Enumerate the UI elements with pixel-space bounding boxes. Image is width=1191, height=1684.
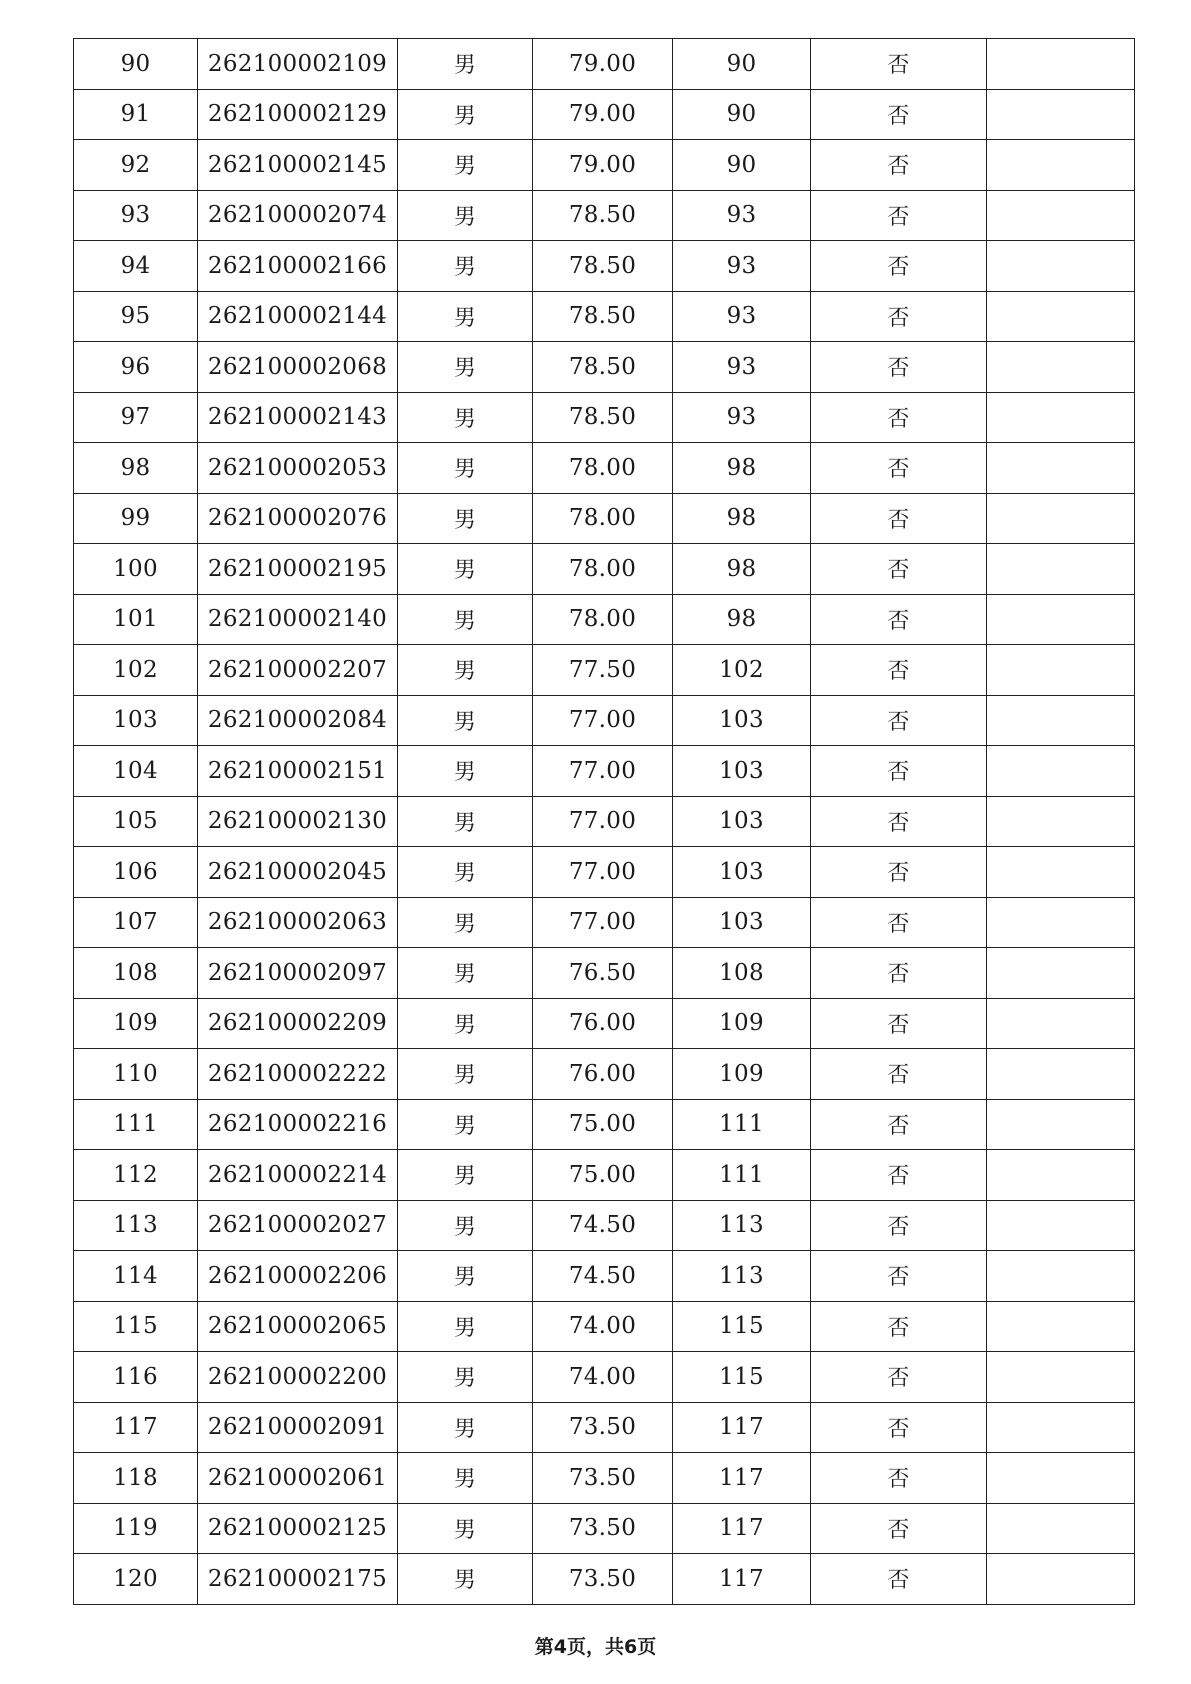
status-cell: 否 bbox=[811, 544, 987, 595]
gender-cell: 男 bbox=[398, 1402, 533, 1453]
rank-cell: 93 bbox=[673, 190, 811, 241]
remark-cell bbox=[987, 998, 1135, 1049]
table-row bbox=[74, 594, 1135, 645]
rank-cell: 115 bbox=[673, 1301, 811, 1352]
table-row bbox=[74, 796, 1135, 847]
remark-cell bbox=[987, 89, 1135, 140]
candidate-id-cell: 262100002053 bbox=[198, 443, 398, 494]
rank-cell: 115 bbox=[673, 1352, 811, 1403]
candidate-id-cell: 262100002140 bbox=[198, 594, 398, 645]
rank-cell: 103 bbox=[673, 796, 811, 847]
gender-cell: 男 bbox=[398, 190, 533, 241]
remark-cell bbox=[987, 1554, 1135, 1605]
status-cell: 否 bbox=[811, 746, 987, 797]
gender-cell: 男 bbox=[398, 140, 533, 191]
rank-cell: 109 bbox=[673, 1049, 811, 1100]
gender-cell: 男 bbox=[398, 1150, 533, 1201]
gender-cell: 男 bbox=[398, 39, 533, 90]
status-cell: 否 bbox=[811, 190, 987, 241]
gender-cell: 男 bbox=[398, 1554, 533, 1605]
candidate-id-cell: 262100002166 bbox=[198, 241, 398, 292]
row-number-cell: 102 bbox=[74, 645, 198, 696]
score-cell: 73.50 bbox=[533, 1402, 673, 1453]
row-number-cell: 110 bbox=[74, 1049, 198, 1100]
gender-cell: 男 bbox=[398, 897, 533, 948]
score-cell: 77.00 bbox=[533, 796, 673, 847]
row-number-cell: 91 bbox=[74, 89, 198, 140]
score-cell: 78.50 bbox=[533, 241, 673, 292]
candidate-id-cell: 262100002061 bbox=[198, 1453, 398, 1504]
candidate-id-cell: 262100002207 bbox=[198, 645, 398, 696]
status-cell: 否 bbox=[811, 241, 987, 292]
candidate-id-cell: 262100002091 bbox=[198, 1402, 398, 1453]
status-cell: 否 bbox=[811, 847, 987, 898]
remark-cell bbox=[987, 140, 1135, 191]
gender-cell: 男 bbox=[398, 544, 533, 595]
table-body bbox=[74, 39, 1135, 1605]
candidate-id-cell: 262100002130 bbox=[198, 796, 398, 847]
row-number-cell: 92 bbox=[74, 140, 198, 191]
row-number-cell: 93 bbox=[74, 190, 198, 241]
remark-cell bbox=[987, 746, 1135, 797]
score-cell: 78.50 bbox=[533, 291, 673, 342]
remark-cell bbox=[987, 847, 1135, 898]
score-cell: 79.00 bbox=[533, 140, 673, 191]
gender-cell: 男 bbox=[398, 1503, 533, 1554]
row-number-cell: 105 bbox=[74, 796, 198, 847]
remark-cell bbox=[987, 897, 1135, 948]
status-cell: 否 bbox=[811, 1453, 987, 1504]
rank-cell: 93 bbox=[673, 241, 811, 292]
rank-cell: 102 bbox=[673, 645, 811, 696]
row-number-cell: 117 bbox=[74, 1402, 198, 1453]
row-number-cell: 101 bbox=[74, 594, 198, 645]
footer-middle: 页，共 bbox=[566, 1636, 624, 1658]
score-cell: 77.00 bbox=[533, 847, 673, 898]
remark-cell bbox=[987, 241, 1135, 292]
table-row bbox=[74, 1049, 1135, 1100]
row-number-cell: 96 bbox=[74, 342, 198, 393]
candidate-id-cell: 262100002129 bbox=[198, 89, 398, 140]
remark-cell bbox=[987, 39, 1135, 90]
row-number-cell: 112 bbox=[74, 1150, 198, 1201]
score-cell: 73.50 bbox=[533, 1554, 673, 1605]
status-cell: 否 bbox=[811, 1099, 987, 1150]
row-number-cell: 116 bbox=[74, 1352, 198, 1403]
rank-cell: 98 bbox=[673, 594, 811, 645]
rank-cell: 103 bbox=[673, 847, 811, 898]
gender-cell: 男 bbox=[398, 1251, 533, 1302]
status-cell: 否 bbox=[811, 1049, 987, 1100]
gender-cell: 男 bbox=[398, 1352, 533, 1403]
status-cell: 否 bbox=[811, 1301, 987, 1352]
gender-cell: 男 bbox=[398, 1099, 533, 1150]
footer-prefix: 第 bbox=[534, 1636, 554, 1658]
row-number-cell: 104 bbox=[74, 746, 198, 797]
status-cell: 否 bbox=[811, 897, 987, 948]
rank-cell: 93 bbox=[673, 342, 811, 393]
candidate-id-cell: 262100002068 bbox=[198, 342, 398, 393]
status-cell: 否 bbox=[811, 1251, 987, 1302]
status-cell: 否 bbox=[811, 594, 987, 645]
remark-cell bbox=[987, 544, 1135, 595]
candidate-id-cell: 262100002222 bbox=[198, 1049, 398, 1100]
candidate-id-cell: 262100002109 bbox=[198, 39, 398, 90]
table-row bbox=[74, 998, 1135, 1049]
remark-cell bbox=[987, 948, 1135, 999]
status-cell: 否 bbox=[811, 392, 987, 443]
remark-cell bbox=[987, 1251, 1135, 1302]
score-cell: 78.00 bbox=[533, 443, 673, 494]
status-cell: 否 bbox=[811, 1200, 987, 1251]
row-number-cell: 103 bbox=[74, 695, 198, 746]
rank-cell: 98 bbox=[673, 443, 811, 494]
remark-cell bbox=[987, 1150, 1135, 1201]
remark-cell bbox=[987, 190, 1135, 241]
row-number-cell: 90 bbox=[74, 39, 198, 90]
results-table bbox=[73, 38, 1135, 1605]
score-cell: 77.00 bbox=[533, 746, 673, 797]
candidate-id-cell: 262100002074 bbox=[198, 190, 398, 241]
gender-cell: 男 bbox=[398, 695, 533, 746]
row-number-cell: 118 bbox=[74, 1453, 198, 1504]
status-cell: 否 bbox=[811, 998, 987, 1049]
status-cell: 否 bbox=[811, 1554, 987, 1605]
rank-cell: 90 bbox=[673, 39, 811, 90]
candidate-id-cell: 262100002195 bbox=[198, 544, 398, 595]
row-number-cell: 108 bbox=[74, 948, 198, 999]
status-cell: 否 bbox=[811, 1352, 987, 1403]
gender-cell: 男 bbox=[398, 443, 533, 494]
footer-page-number: 4 bbox=[553, 1636, 567, 1658]
rank-cell: 98 bbox=[673, 493, 811, 544]
remark-cell bbox=[987, 796, 1135, 847]
remark-cell bbox=[987, 695, 1135, 746]
remark-cell bbox=[987, 1402, 1135, 1453]
score-cell: 76.00 bbox=[533, 998, 673, 1049]
rank-cell: 108 bbox=[673, 948, 811, 999]
status-cell: 否 bbox=[811, 645, 987, 696]
candidate-id-cell: 262100002063 bbox=[198, 897, 398, 948]
candidate-id-cell: 262100002084 bbox=[198, 695, 398, 746]
score-cell: 78.00 bbox=[533, 594, 673, 645]
candidate-id-cell: 262100002027 bbox=[198, 1200, 398, 1251]
table-row bbox=[74, 897, 1135, 948]
table-row bbox=[74, 291, 1135, 342]
gender-cell: 男 bbox=[398, 1453, 533, 1504]
gender-cell: 男 bbox=[398, 392, 533, 443]
candidate-id-cell: 262100002175 bbox=[198, 1554, 398, 1605]
status-cell: 否 bbox=[811, 695, 987, 746]
table-row bbox=[74, 1402, 1135, 1453]
score-cell: 76.50 bbox=[533, 948, 673, 999]
status-cell: 否 bbox=[811, 1503, 987, 1554]
score-cell: 73.50 bbox=[533, 1503, 673, 1554]
table-row bbox=[74, 645, 1135, 696]
table-row bbox=[74, 1554, 1135, 1605]
row-number-cell: 97 bbox=[74, 392, 198, 443]
score-cell: 74.50 bbox=[533, 1200, 673, 1251]
gender-cell: 男 bbox=[398, 1301, 533, 1352]
candidate-id-cell: 262100002151 bbox=[198, 746, 398, 797]
remark-cell bbox=[987, 1352, 1135, 1403]
remark-cell bbox=[987, 291, 1135, 342]
candidate-id-cell: 262100002206 bbox=[198, 1251, 398, 1302]
status-cell: 否 bbox=[811, 39, 987, 90]
gender-cell: 男 bbox=[398, 847, 533, 898]
candidate-id-cell: 262100002065 bbox=[198, 1301, 398, 1352]
table-row bbox=[74, 695, 1135, 746]
score-cell: 73.50 bbox=[533, 1453, 673, 1504]
table-row bbox=[74, 190, 1135, 241]
score-cell: 76.00 bbox=[533, 1049, 673, 1100]
remark-cell bbox=[987, 1200, 1135, 1251]
status-cell: 否 bbox=[811, 342, 987, 393]
table-row bbox=[74, 1301, 1135, 1352]
status-cell: 否 bbox=[811, 1150, 987, 1201]
candidate-id-cell: 262100002200 bbox=[198, 1352, 398, 1403]
candidate-id-cell: 262100002214 bbox=[198, 1150, 398, 1201]
score-cell: 74.00 bbox=[533, 1301, 673, 1352]
score-cell: 77.00 bbox=[533, 695, 673, 746]
gender-cell: 男 bbox=[398, 1200, 533, 1251]
gender-cell: 男 bbox=[398, 493, 533, 544]
table-row bbox=[74, 140, 1135, 191]
table-row bbox=[74, 746, 1135, 797]
page-footer bbox=[0, 1632, 1191, 1659]
table-row bbox=[74, 493, 1135, 544]
row-number-cell: 100 bbox=[74, 544, 198, 595]
candidate-id-cell: 262100002125 bbox=[198, 1503, 398, 1554]
table-row bbox=[74, 1352, 1135, 1403]
rank-cell: 98 bbox=[673, 544, 811, 595]
score-cell: 75.00 bbox=[533, 1150, 673, 1201]
score-cell: 77.50 bbox=[533, 645, 673, 696]
remark-cell bbox=[987, 443, 1135, 494]
table-row bbox=[74, 948, 1135, 999]
status-cell: 否 bbox=[811, 443, 987, 494]
table-row bbox=[74, 39, 1135, 90]
table-row bbox=[74, 89, 1135, 140]
footer-page-total: 6 bbox=[624, 1636, 638, 1658]
rank-cell: 103 bbox=[673, 897, 811, 948]
gender-cell: 男 bbox=[398, 291, 533, 342]
gender-cell: 男 bbox=[398, 594, 533, 645]
rank-cell: 93 bbox=[673, 291, 811, 342]
rank-cell: 117 bbox=[673, 1554, 811, 1605]
row-number-cell: 114 bbox=[74, 1251, 198, 1302]
gender-cell: 男 bbox=[398, 1049, 533, 1100]
table-row bbox=[74, 1251, 1135, 1302]
row-number-cell: 119 bbox=[74, 1503, 198, 1554]
remark-cell bbox=[987, 1049, 1135, 1100]
status-cell: 否 bbox=[811, 948, 987, 999]
remark-cell bbox=[987, 1099, 1135, 1150]
rank-cell: 90 bbox=[673, 140, 811, 191]
gender-cell: 男 bbox=[398, 796, 533, 847]
candidate-id-cell: 262100002216 bbox=[198, 1099, 398, 1150]
gender-cell: 男 bbox=[398, 746, 533, 797]
table-row bbox=[74, 847, 1135, 898]
table-row bbox=[74, 443, 1135, 494]
row-number-cell: 111 bbox=[74, 1099, 198, 1150]
remark-cell bbox=[987, 342, 1135, 393]
table-row bbox=[74, 1503, 1135, 1554]
score-cell: 74.00 bbox=[533, 1352, 673, 1403]
rank-cell: 103 bbox=[673, 695, 811, 746]
rank-cell: 109 bbox=[673, 998, 811, 1049]
remark-cell bbox=[987, 1301, 1135, 1352]
row-number-cell: 99 bbox=[74, 493, 198, 544]
rank-cell: 93 bbox=[673, 392, 811, 443]
candidate-id-cell: 262100002144 bbox=[198, 291, 398, 342]
gender-cell: 男 bbox=[398, 645, 533, 696]
score-cell: 75.00 bbox=[533, 1099, 673, 1150]
table-row bbox=[74, 1453, 1135, 1504]
rank-cell: 113 bbox=[673, 1200, 811, 1251]
table-row bbox=[74, 1150, 1135, 1201]
table-row bbox=[74, 392, 1135, 443]
rank-cell: 117 bbox=[673, 1503, 811, 1554]
score-cell: 77.00 bbox=[533, 897, 673, 948]
rank-cell: 111 bbox=[673, 1150, 811, 1201]
score-cell: 74.50 bbox=[533, 1251, 673, 1302]
gender-cell: 男 bbox=[398, 998, 533, 1049]
gender-cell: 男 bbox=[398, 948, 533, 999]
footer-suffix: 页 bbox=[637, 1636, 657, 1658]
remark-cell bbox=[987, 493, 1135, 544]
rank-cell: 117 bbox=[673, 1402, 811, 1453]
row-number-cell: 94 bbox=[74, 241, 198, 292]
score-cell: 78.00 bbox=[533, 493, 673, 544]
row-number-cell: 98 bbox=[74, 443, 198, 494]
gender-cell: 男 bbox=[398, 342, 533, 393]
table-row bbox=[74, 1099, 1135, 1150]
table-row bbox=[74, 241, 1135, 292]
remark-cell bbox=[987, 645, 1135, 696]
row-number-cell: 113 bbox=[74, 1200, 198, 1251]
candidate-id-cell: 262100002097 bbox=[198, 948, 398, 999]
table-row bbox=[74, 342, 1135, 393]
gender-cell: 男 bbox=[398, 89, 533, 140]
status-cell: 否 bbox=[811, 291, 987, 342]
remark-cell bbox=[987, 392, 1135, 443]
remark-cell bbox=[987, 594, 1135, 645]
row-number-cell: 95 bbox=[74, 291, 198, 342]
remark-cell bbox=[987, 1453, 1135, 1504]
row-number-cell: 109 bbox=[74, 998, 198, 1049]
candidate-id-cell: 262100002143 bbox=[198, 392, 398, 443]
candidate-id-cell: 262100002145 bbox=[198, 140, 398, 191]
score-cell: 78.50 bbox=[533, 190, 673, 241]
score-cell: 78.00 bbox=[533, 544, 673, 595]
candidate-id-cell: 262100002076 bbox=[198, 493, 398, 544]
candidate-id-cell: 262100002045 bbox=[198, 847, 398, 898]
row-number-cell: 106 bbox=[74, 847, 198, 898]
candidate-id-cell: 262100002209 bbox=[198, 998, 398, 1049]
table-row bbox=[74, 1200, 1135, 1251]
status-cell: 否 bbox=[811, 140, 987, 191]
row-number-cell: 107 bbox=[74, 897, 198, 948]
row-number-cell: 120 bbox=[74, 1554, 198, 1605]
status-cell: 否 bbox=[811, 1402, 987, 1453]
status-cell: 否 bbox=[811, 796, 987, 847]
rank-cell: 103 bbox=[673, 746, 811, 797]
table-row bbox=[74, 544, 1135, 595]
row-number-cell: 115 bbox=[74, 1301, 198, 1352]
gender-cell: 男 bbox=[398, 241, 533, 292]
status-cell: 否 bbox=[811, 89, 987, 140]
score-cell: 78.50 bbox=[533, 392, 673, 443]
score-cell: 79.00 bbox=[533, 89, 673, 140]
score-cell: 79.00 bbox=[533, 39, 673, 90]
rank-cell: 111 bbox=[673, 1099, 811, 1150]
rank-cell: 117 bbox=[673, 1453, 811, 1504]
status-cell: 否 bbox=[811, 493, 987, 544]
remark-cell bbox=[987, 1503, 1135, 1554]
rank-cell: 113 bbox=[673, 1251, 811, 1302]
rank-cell: 90 bbox=[673, 89, 811, 140]
score-cell: 78.50 bbox=[533, 342, 673, 393]
